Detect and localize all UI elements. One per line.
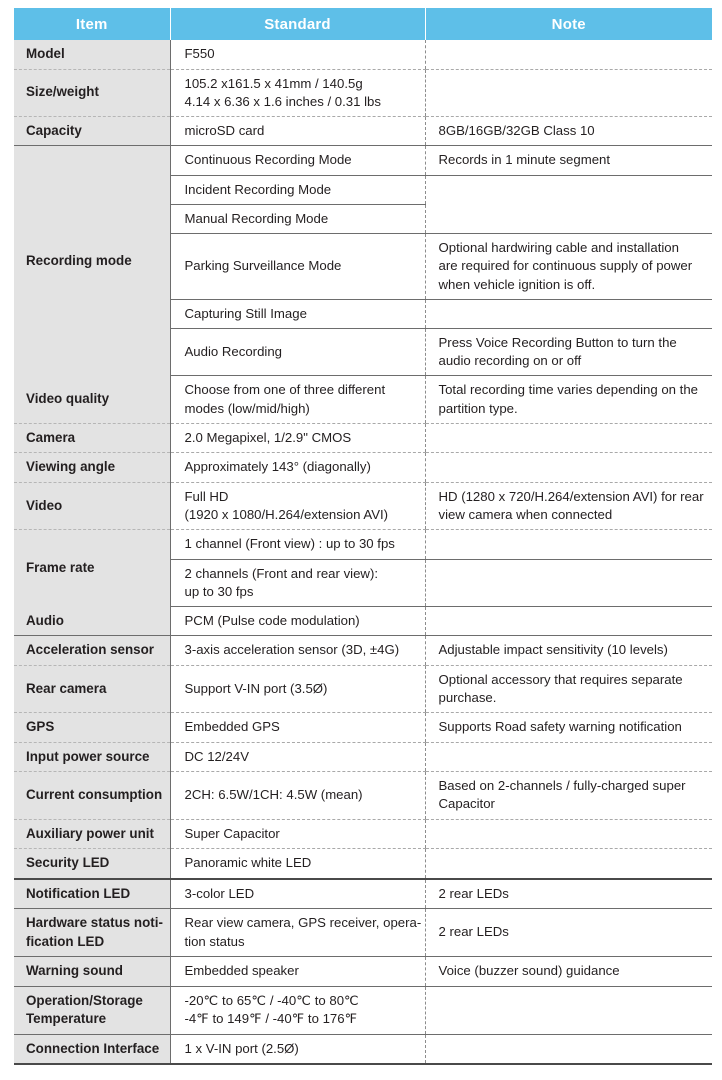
row-standard: Manual Recording Mode: [170, 204, 425, 233]
table-row: [14, 146, 712, 175]
table-row: [14, 423, 712, 453]
row-standard: [170, 986, 425, 1034]
row-item-label: Input power source: [14, 742, 170, 772]
row-note: [425, 204, 712, 233]
row-standard-line-1: -20℃ to 65℃ / -40℃ to 80℃: [184, 992, 359, 1008]
row-standard: Continuous Recording Mode: [170, 146, 425, 175]
row-standard: microSD card: [170, 116, 425, 146]
row-item-label: Video: [14, 482, 170, 529]
row-note-line-2: purchase.: [438, 689, 497, 705]
row-standard: Embedded GPS: [170, 713, 425, 743]
row-item-label: Camera: [14, 423, 170, 453]
row-note: 2 rear LEDs: [425, 879, 712, 909]
row-standard: 3-color LED: [170, 879, 425, 909]
row-note: Voice (buzzer sound) guidance: [425, 957, 712, 987]
row-item-label-line-2: Temperature: [26, 1011, 107, 1027]
row-item-label: Notification LED: [14, 879, 170, 909]
row-standard-line-2: -4℉ to 149℉ / -40℉ to 176℉: [184, 1011, 358, 1027]
specification-table: [14, 8, 712, 1063]
row-note: [425, 819, 712, 849]
row-item-label: [14, 909, 170, 957]
row-note-line-2: view camera when connected: [438, 507, 613, 523]
column-header-item: Item: [14, 8, 170, 40]
table-body: [14, 40, 712, 1063]
row-note: [425, 986, 712, 1034]
table-row: [14, 819, 712, 849]
row-note: [425, 606, 712, 635]
row-note-line-2: partition type.: [438, 400, 518, 416]
row-item-label: Warning sound: [14, 957, 170, 987]
table-row: [14, 665, 712, 712]
row-standard-line-2: up to 30 fps: [184, 583, 254, 599]
row-note: [425, 376, 712, 423]
row-item-label: Security LED: [14, 849, 170, 879]
table-row: [14, 606, 712, 635]
row-note-line-2: audio recording on or off: [438, 353, 582, 369]
table-row: [14, 69, 712, 116]
row-standard: Parking Surveillance Mode: [170, 234, 425, 300]
table-row: [14, 530, 712, 559]
row-standard-line-1: 2 channels (Front and rear view):: [184, 565, 379, 581]
row-note: [425, 665, 712, 712]
row-note: 8GB/16GB/32GB Class 10: [425, 116, 712, 146]
table-row: [14, 879, 712, 909]
row-item-label-line-1: Hardware status noti-: [26, 915, 163, 931]
table-row: [14, 772, 712, 819]
row-note: Adjustable impact sensitivity (10 levels): [425, 636, 712, 666]
row-item-label: Viewing angle: [14, 453, 170, 483]
row-note-line-1: HD (1280 x 720/H.264/extension AVI) for rear: [438, 488, 704, 504]
row-standard: Support V-IN port (3.5Ø): [170, 665, 425, 712]
row-note: Supports Road safety warning notification: [425, 713, 712, 743]
row-item-label: Audio: [14, 606, 170, 635]
row-note: [425, 742, 712, 772]
row-standard: Capturing Still Image: [170, 299, 425, 328]
row-item-label: Size/weight: [14, 69, 170, 116]
row-standard: Incident Recording Mode: [170, 175, 425, 204]
column-header-note: Note: [425, 8, 712, 40]
row-item-label: [14, 986, 170, 1034]
row-standard-line-2: modes (low/mid/high): [184, 400, 310, 416]
row-note-line-1: Optional accessory that requires separate: [438, 671, 683, 687]
row-note: [425, 1034, 712, 1063]
table-row: [14, 986, 712, 1034]
row-item-label: Model: [14, 40, 170, 69]
table-row: [14, 957, 712, 987]
row-item-label: Video quality: [14, 376, 170, 423]
row-note: 2 rear LEDs: [425, 909, 712, 957]
row-note: [425, 559, 712, 606]
row-note: [425, 175, 712, 204]
row-standard: Panoramic white LED: [170, 849, 425, 879]
row-note-line-1: Total recording time varies depending on the: [438, 382, 699, 398]
row-standard: [170, 69, 425, 116]
row-standard: F550: [170, 40, 425, 69]
row-standard: DC 12/24V: [170, 742, 425, 772]
row-note: [425, 69, 712, 116]
row-standard-line-2: 4.14 x 6.36 x 1.6 inches / 0.31 lbs: [184, 93, 381, 109]
table-header: [14, 8, 712, 40]
row-note: [425, 772, 712, 819]
table-row: [14, 453, 712, 483]
row-standard: Approximately 143° (diagonally): [170, 453, 425, 483]
row-note: [425, 530, 712, 559]
row-standard: Super Capacitor: [170, 819, 425, 849]
row-item-label-line-1: Operation/Storage: [26, 992, 143, 1008]
table-row: [14, 1034, 712, 1063]
row-standard: 1 channel (Front view) : up to 30 fps: [170, 530, 425, 559]
row-standard-line-1: 105.2 x161.5 x 41mm / 140.5g: [184, 75, 363, 91]
row-note: [425, 482, 712, 529]
row-standard: [170, 909, 425, 957]
row-item-label: Rear camera: [14, 665, 170, 712]
row-standard: 2.0 Megapixel, 1/2.9" CMOS: [170, 423, 425, 453]
table-row: [14, 116, 712, 146]
row-note-line-1: Based on 2-channels / fully-charged super: [438, 778, 686, 794]
row-item-label: Acceleration sensor: [14, 636, 170, 666]
row-item-label: Recording mode: [14, 146, 170, 376]
column-header-standard: Standard: [170, 8, 425, 40]
row-item-label: GPS: [14, 713, 170, 743]
row-item-label: Auxiliary power unit: [14, 819, 170, 849]
row-item-label: Connection Interface: [14, 1034, 170, 1063]
table-row: [14, 482, 712, 529]
row-standard-line-1: Rear view camera, GPS receiver, opera-: [184, 915, 422, 931]
row-standard: Embedded speaker: [170, 957, 425, 987]
row-standard: [170, 376, 425, 423]
row-note-line-3: when vehicle ignition is off.: [438, 276, 596, 292]
row-standard: 2CH: 6.5W/1CH: 4.5W (mean): [170, 772, 425, 819]
row-note-line-1: Optional hardwiring cable and installation: [438, 240, 679, 256]
row-standard-line-1: Full HD: [184, 488, 229, 504]
row-standard-line-2: (1920 x 1080/H.264/extension AVI): [184, 507, 389, 523]
row-item-label: Current consumption: [14, 772, 170, 819]
row-standard: [170, 482, 425, 529]
row-standard: 3-axis acceleration sensor (3D, ±4G): [170, 636, 425, 666]
table-row: [14, 713, 712, 743]
table-row: [14, 636, 712, 666]
header-row: [14, 8, 712, 40]
table-row: [14, 909, 712, 957]
table-row: [14, 849, 712, 879]
row-standard-line-2: tion status: [184, 933, 245, 949]
row-item-label: Frame rate: [14, 530, 170, 607]
row-note: Records in 1 minute segment: [425, 146, 712, 175]
row-note: [425, 849, 712, 879]
row-note: [425, 40, 712, 69]
row-standard: Audio Recording: [170, 328, 425, 375]
row-item-label-line-2: fication LED: [26, 933, 105, 949]
row-note-line-2: Capacitor: [438, 796, 495, 812]
row-standard-line-1: Choose from one of three different: [184, 382, 386, 398]
row-note: [425, 423, 712, 453]
row-note-line-2: are required for continuous supply of power: [438, 258, 693, 274]
row-note-line-1: Press Voice Recording Button to turn the: [438, 334, 677, 350]
row-item-label: Capacity: [14, 116, 170, 146]
row-note: [425, 234, 712, 300]
row-standard: [170, 559, 425, 606]
row-note: [425, 453, 712, 483]
row-note: [425, 328, 712, 375]
row-standard: PCM (Pulse code modulation): [170, 606, 425, 635]
row-standard: 1 x V-IN port (2.5Ø): [170, 1034, 425, 1063]
table-row: [14, 40, 712, 69]
table-bottom-border: [14, 1063, 712, 1065]
table-row: [14, 376, 712, 423]
table-row: [14, 742, 712, 772]
row-note: [425, 299, 712, 328]
